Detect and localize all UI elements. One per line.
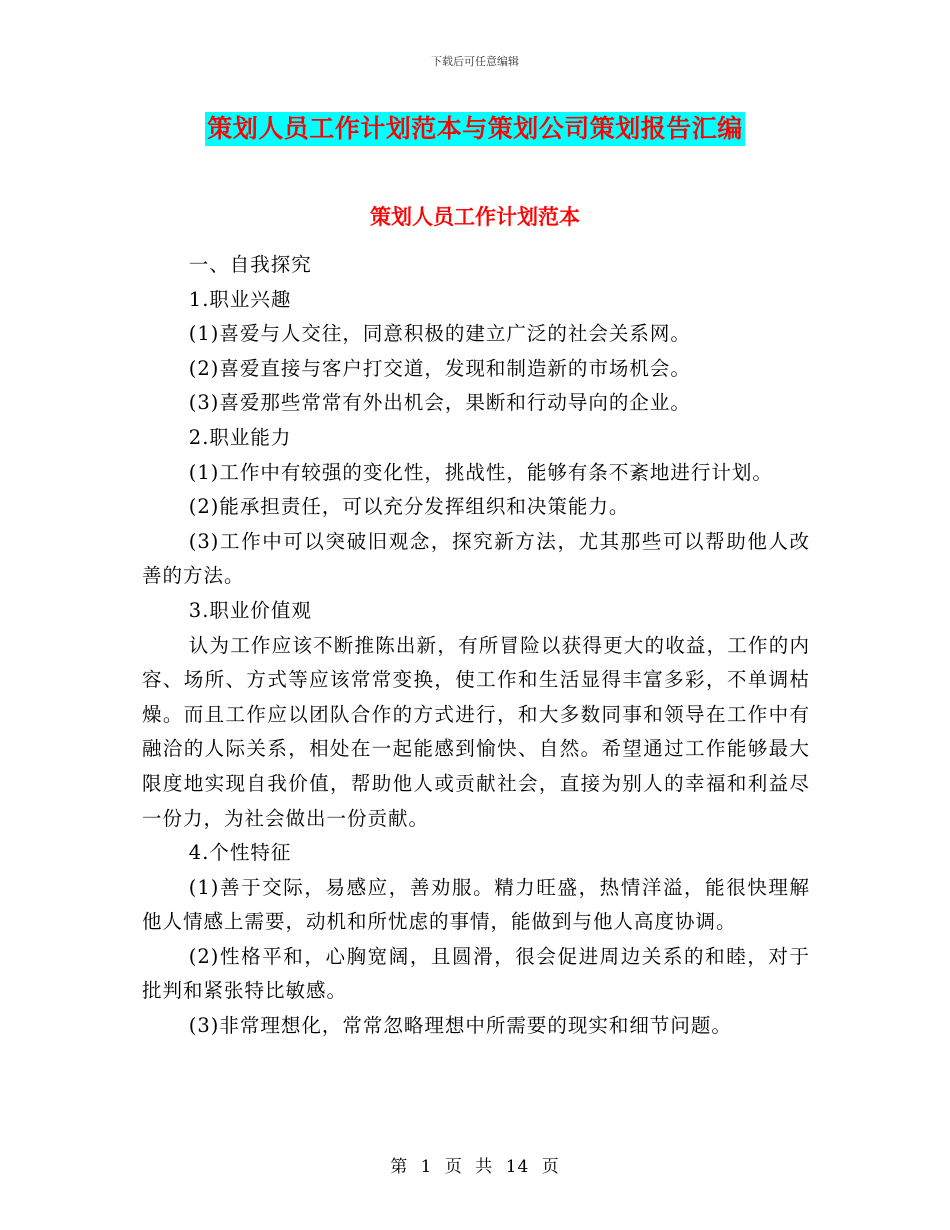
paragraph: (3)工作中可以突破旧观念，探究新方法，尤其那些可以帮助他人改善的方法。	[142, 529, 810, 588]
paragraph: (2)性格平和，心胸宽阔，且圆滑，很会促进周边关系的和睦，对于批判和紧张特比敏感。	[142, 944, 810, 1003]
main-title: 策划人员工作计划范本与策划公司策划报告汇编	[205, 112, 745, 146]
footer-prefix: 第	[390, 1157, 409, 1177]
paragraph: (1)工作中有较强的变化性，挑战性，能够有条不紊地进行计划。	[188, 460, 773, 484]
footer-total-pages: 14	[505, 1157, 530, 1177]
main-title-container	[0, 112, 950, 146]
paragraph: 3.职业价值观	[188, 598, 312, 622]
paragraph: 1.职业兴趣	[188, 287, 292, 311]
page-footer	[0, 1152, 950, 1177]
header-note: 下载后可任意编辑	[431, 55, 519, 68]
paragraph: (1)喜爱与人交往，同意积极的建立广泛的社会关系网。	[188, 322, 691, 346]
footer-total-word: 共	[475, 1157, 494, 1177]
section-title: 策划人员工作计划范本	[370, 204, 580, 229]
paragraph: 4.个性特征	[188, 841, 292, 865]
document-body	[142, 248, 810, 1044]
paragraph: (3)喜爱那些常常有外出机会，果断和行动导向的企业。	[188, 391, 691, 415]
paragraph: 一、自我探究	[188, 253, 312, 276]
paragraph: 认为工作应该不断推陈出新，有所冒险以获得更大的收益，工作的内容、场所、方式等应该常常变换，使工作和生活显得丰富多彩，不单调枯燥。而且工作应以团队合作的方式进行，和大多数同事和领导在工作中有融洽的人际关系，相处在一起能感到愉快、自然。希望通过工作能够最大限度地实现自我价值，帮助他人或贡献社会，直接为别人的幸福和利益尽一份力，为社会做出一份贡献。	[142, 633, 810, 830]
paragraph: (1)善于交际，易感应，善劝服。精力旺盛，热情洋溢，能很快理解他人情感上需要，动机和所忧虑的事情，能做到与他人高度协调。	[142, 875, 810, 934]
paragraph: 2.职业能力	[188, 425, 292, 449]
paragraph: (2)能承担责任，可以充分发挥组织和决策能力。	[188, 495, 630, 519]
footer-current-page: 1	[420, 1157, 433, 1177]
footer-page-word: 页	[444, 1157, 463, 1177]
paragraph: (3)非常理想化，常常忽略理想中所需要的现实和细节问题。	[188, 1014, 732, 1038]
paragraph: (2)喜爱直接与客户打交道，发现和制造新的市场机会。	[188, 356, 691, 380]
footer-suffix: 页	[541, 1157, 560, 1177]
